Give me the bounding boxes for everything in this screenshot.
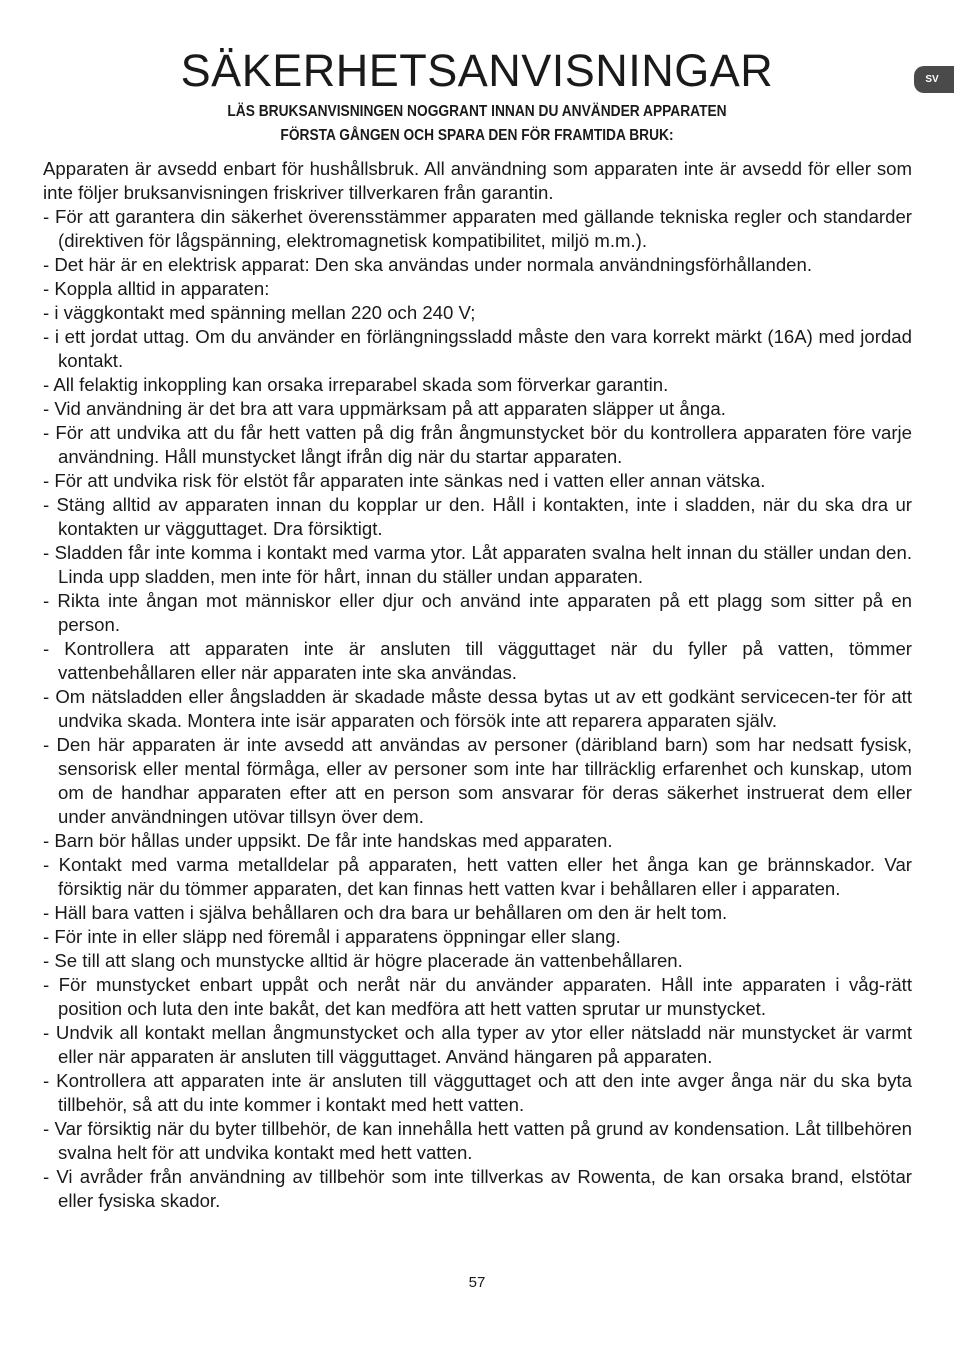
list-item: - Kontrollera att apparaten inte är ansluten till vägguttaget när du fyller på vatten, tömmer vattenbehållaren eller när apparaten inte ska användas. [43, 638, 912, 683]
list-item: - Vid användning är det bra att vara uppmärksam på att apparaten släpper ut ånga. [43, 398, 726, 419]
safety-list [43, 205, 912, 1213]
subtitle-line-2: FÖRSTA GÅNGEN OCH SPARA DEN FÖR FRAMTIDA BRUK: [280, 127, 674, 144]
list-item: - Sladden får inte komma i kontakt med varma ytor. Låt apparaten svalna helt innan du ställer undan den. Linda upp sladden, men inte för hårt, innan du ställer undan apparaten. [43, 542, 912, 587]
list-item: - All felaktig inkoppling kan orsaka irreparabel skada som förverkar garantin. [43, 374, 669, 395]
list-item: - i ett jordat uttag. Om du använder en förlängningssladd måste den vara korrekt märkt (16A) med jordad kontakt. [43, 326, 912, 371]
list-item: - För att undvika risk för elstöt får apparaten inte sänkas ned i vatten eller annan vätska. [43, 470, 766, 491]
list-item: - Barn bör hållas under uppsikt. De får inte handskas med apparaten. [43, 830, 613, 851]
list-item: - Se till att slang och munstycke alltid är högre placerade än vattenbehållaren. [43, 950, 683, 971]
list-item: - Om nätsladden eller ångsladden är skadade måste dessa bytas ut av ett godkänt servicecen-ter för att undvika skada. Montera inte isär apparaten och försök inte att reparera apparaten själv. [43, 686, 912, 731]
page-number: 57 [468, 1274, 486, 1291]
list-item: - Koppla alltid in apparaten: [43, 278, 270, 299]
list-item: - i väggkontakt med spänning mellan 220 och 240 V; [43, 302, 476, 323]
list-item: - Kontrollera att apparaten inte är ansluten till vägguttaget och att den inte avger ånga när du ska byta tillbehör, så att du inte kommer i kontakt med hett vatten. [43, 1070, 912, 1115]
list-item: - Häll bara vatten i själva behållaren och dra bara ur behållaren om den är helt tom. [43, 902, 728, 923]
subtitle-line-1: LÄS BRUKSANVISNINGEN NOGGRANT INNAN DU ANVÄNDER APPARATEN [227, 103, 727, 120]
list-item: - Vi avråder från användning av tillbehör som inte tillverkas av Rowenta, de kan orsaka brand, elstötar eller fysiska skador. [43, 1166, 912, 1211]
subtitle [67, 100, 887, 148]
instructions-body [43, 157, 912, 1213]
language-tab: SV [914, 66, 954, 93]
list-item: - Den här apparaten är inte avsedd att användas av personer (däribland barn) som har nedsatt fysisk, sensorisk eller mental förmåga, eller av personer som inte har tillräcklig erfarenhet och kunskap, utom om de handhar apparaten efter att en person som ansvarar för deras säkerhet instruerat dem eller under användningen utövar tillsyn över dem. [43, 734, 912, 827]
list-item: - Rikta inte ångan mot människor eller djur och använd inte apparaten på ett plagg som sitter på en person. [43, 590, 912, 635]
list-item: - Kontakt med varma metalldelar på apparaten, hett vatten eller het ånga kan ge brännskador. Var försiktig när du tömmer apparaten, det kan finnas hett vatten kvar i behållaren eller i apparaten. [43, 854, 912, 899]
list-item: - För munstycket enbart uppåt och neråt när du använder apparaten. Håll inte apparaten i våg-rätt position och luta den inte bakåt, det kan medföra att hett vatten sprutar ur munstycket. [43, 974, 912, 1019]
list-item: - Undvik all kontakt mellan ångmunstycket och alla typer av ytor eller nätsladd när munstycket är varmt eller när apparaten är ansluten till vägguttaget. Använd hängaren på apparaten. [43, 1022, 912, 1067]
list-item: - För att garantera din säkerhet överensstämmer apparaten med gällande tekniska regler och standarder (direktiven för lågspänning, elektromagnetisk kompatibilitet, miljö m.m.). [43, 206, 912, 251]
page-title: SÄKERHETSANVISNINGAR [180, 45, 774, 96]
list-item: - Var försiktig när du byter tillbehör, de kan innehålla hett vatten på grund av kondensation. Låt tillbehören svalna helt för att undvika kontakt med hett vatten. [43, 1118, 912, 1163]
list-item: - Det här är en elektrisk apparat: Den ska användas under normala användningsförhållanden. [43, 254, 813, 275]
list-item: - För att undvika att du får hett vatten på dig från ångmunstycket bör du kontrollera apparaten före varje användning. Håll munstycket långt ifrån dig när du startar apparaten. [43, 422, 912, 467]
list-item: - För inte in eller släpp ned föremål i apparatens öppningar eller slang. [43, 926, 621, 947]
list-item: - Stäng alltid av apparaten innan du kopplar ur den. Håll i kontakten, inte i sladden, när du ska dra ur kontakten ur vägguttaget. Dra försiktigt. [43, 494, 912, 539]
intro-paragraph: Apparaten är avsedd enbart för hushållsbruk. All användning som apparaten inte är avsedd för eller som inte följer bruksanvisningen friskriver tillverkaren från garantin. [43, 158, 912, 203]
